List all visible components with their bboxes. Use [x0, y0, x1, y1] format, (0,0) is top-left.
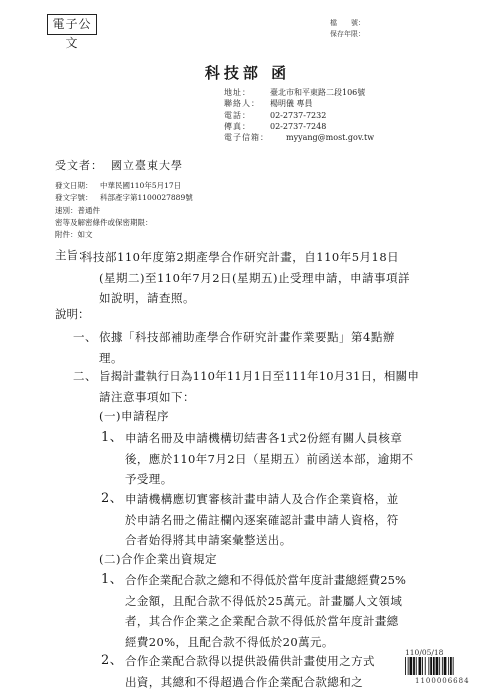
doc-number-value: 科部產字第1100027889號	[100, 193, 193, 203]
attachment-row	[55, 229, 193, 241]
email-label: 電子信箱：	[224, 133, 269, 143]
explanation-label: 說明：	[55, 307, 90, 321]
recipient-value: 國立臺東大學	[111, 159, 183, 172]
funding-point-1-line-4: 經費20%，且配合款不得低於20萬元。	[125, 634, 334, 649]
item-1-line-1: 依據「科技部補助產學合作研究計畫作業要點」第4點辦	[99, 330, 395, 344]
funding-point-2-line-2: 出資，其總和不得超過合作企業配合款總和之	[125, 674, 363, 689]
procedure-point-1-line-1: 申請名冊及申請機構切結書各1式2份經有關人員核章	[125, 431, 403, 445]
e-document-stamp: 電子公文	[47, 14, 97, 35]
procedure-point-2-line-1: 申請機構應切實審核計畫申請人及合作企業資格，並	[125, 492, 399, 506]
issue-date-label: 發文日期：	[55, 181, 93, 190]
address-label: 地址：	[224, 88, 251, 97]
address-value: 臺北市和平東路二段106號	[270, 88, 366, 97]
subject-line-2: (星期二)至110年7月2日(星期五)止受理申請，申請事項詳	[99, 270, 411, 285]
secrecy-row	[55, 217, 193, 229]
fax-label: 傳真：	[224, 121, 251, 131]
barcode-icon	[405, 657, 483, 675]
subject-label: 主旨：	[55, 248, 90, 262]
filing-info	[330, 18, 365, 40]
fax-value: 02-2737-7248	[270, 121, 327, 131]
procedure-point-1	[101, 428, 471, 490]
issue-date-value: 中華民國110年5月17日	[100, 181, 182, 190]
address-row	[224, 87, 374, 98]
section-application-procedure: (一)申請程序	[99, 409, 169, 423]
funding-point-2-line-1: 合作企業配合款得以提供設備供計畫使用之方式	[125, 654, 375, 668]
item-1-line-2: 理。	[99, 350, 123, 365]
attachment-label: 附件：	[55, 230, 78, 240]
phone-label: 電話：	[224, 110, 251, 120]
procedure-point-2	[101, 489, 471, 551]
metadata-block	[55, 180, 193, 241]
attachment-value: 如文	[77, 230, 93, 240]
item-1-number: 一、	[73, 330, 97, 344]
contact-block	[224, 87, 374, 143]
contact-person-label: 聯絡人：	[224, 99, 260, 109]
email-value: myyang@most.gov.tw	[286, 133, 375, 143]
section-funding-rules: (二)合作企業出資規定	[99, 552, 217, 566]
recipient-row	[55, 157, 183, 173]
retention-row	[330, 29, 365, 40]
file-number-label: 檔 號：	[330, 19, 365, 27]
phone-row	[224, 110, 374, 121]
retention-label: 保存年限：	[330, 30, 365, 38]
doc-number-label: 發文字號：	[55, 193, 93, 203]
subject-text	[81, 247, 451, 309]
speed-value: 普通件	[77, 205, 100, 215]
subject-line-3: 如說明，請查照。	[99, 291, 195, 305]
item-2-number: 二、	[73, 369, 97, 383]
procedure-point-2-line-3: 合者始得將其申請案彙整送出。	[125, 533, 292, 547]
procedure-point-2-line-2: 於申請名冊之備註欄內逐案確認計畫申請人資格，符	[125, 512, 399, 527]
barcode-date: 110/05/18	[405, 648, 444, 657]
barcode-number: 1100006684	[415, 677, 470, 685]
secrecy-label: 密等及解密條件或保密期限：	[55, 217, 153, 227]
funding-point-1	[101, 570, 471, 652]
funding-point-1-line-1: 合作企業配合款之總和不得低於當年度計畫總經費25%	[125, 573, 407, 587]
document-title: 科技部 函	[204, 64, 291, 82]
contact-person-row	[224, 98, 374, 109]
item-2-line-2: 請注意事項如下：	[99, 389, 195, 404]
procedure-point-1-line-2: 後，應於110年7月2日（星期五）前函送本部，逾期不	[125, 451, 414, 466]
funding-point-2-number: 2、	[101, 653, 124, 668]
procedure-point-2-number: 2、	[101, 491, 124, 506]
contact-person-value: 楊明儀 專員	[270, 99, 313, 109]
subject-line-1: 科技部110年度第2期產學合作研究計畫，自110年5月18日	[81, 250, 400, 264]
explanation-item-1	[73, 327, 463, 368]
email-row	[224, 132, 374, 143]
recipient-label: 受文者：	[55, 159, 103, 172]
funding-point-1-line-3: 者，其合作企業之企業配合款不得低於當年度計畫總	[125, 614, 399, 628]
doc-number-row	[55, 192, 193, 204]
item-2-line-1: 旨揭計畫執行日為110年11月1日至111年10月31日，相關申	[99, 369, 420, 383]
procedure-point-1-line-3: 予受理。	[125, 472, 173, 486]
fax-row	[224, 121, 374, 132]
phone-value: 02-2737-7232	[270, 110, 327, 120]
explanation-item-2	[73, 366, 473, 407]
procedure-point-1-number: 1、	[101, 430, 124, 445]
funding-point-2	[101, 651, 401, 692]
issue-date-row	[55, 180, 193, 192]
funding-point-1-number: 1、	[101, 572, 124, 587]
speed-label: 速別：	[55, 205, 78, 215]
funding-point-1-line-2: 之金額，且配合款不得低於25萬元。計畫屬人文領域	[125, 593, 403, 608]
speed-row	[55, 205, 193, 217]
file-number-row	[330, 18, 365, 29]
